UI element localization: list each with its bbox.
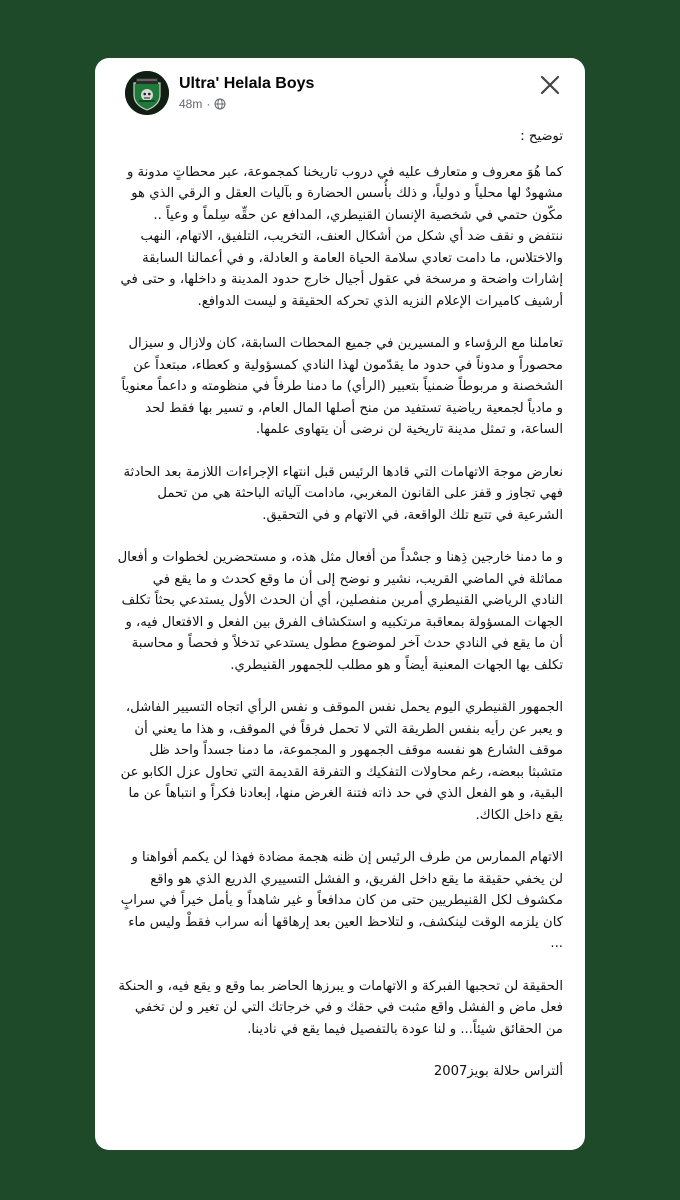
post-signature: ألتراس حلالة بويز2007 xyxy=(433,1064,563,1079)
post-paragraph: الجمهور القنيطري اليوم يحمل نفس الموقف و نفس الرأي اتجاه التسيير الفاشل، و يعبر عن رأيه بنفس الطريقة التي لا تحمل فرقاً في الموقف، و هذا ما يعني أن موقف الشارع هو نفسه موقف الجمهور و المجموعة، ما دمنا جسداً واحد ظل متشبثا ببعضه، رغم محاولات التفكيك و التفرقة القديمة التي تحاول عزل الكابو عن البقية، و هو الفعل الذي في حد ذاته فتنة الغرض منها، إبعادنا فكراً و انتباهاً عن ما يقع داخل الكاك. xyxy=(120,700,563,823)
post-paragraph: الحقيقة لن تحجبها الفبركة و الاتهامات و يبرزها الحاضر بما وقع و يقع فيه، و الحنكة فعل ماض و الفشل واقع مثبت في حقك و في خرجاتك التي لن تغير و لن تخفي من الحقائق شيئاً... و لنا عودة بالتفصيل فيما يقع في نادينا. xyxy=(118,978,563,1037)
post-heading: توضيح : xyxy=(520,129,563,144)
post-paragraph: تعاملنا مع الرؤساء و المسيرين في جميع المحطات السابقة، كان ولازال و سيزال محصوراً و مدوناً في حدود ما يقدّمون لهذا النادي كمسؤولية و كعطاء، مبتعداً عن الشخصنة و مربوطاً ضمنياً بتعبير (الرأي) ما دمنا طرفاً في منظومته و داعماً معنوياً و مادياً لجمعية رياضية تستفيد من منح أصلها المال العام، و تسير بها فقط لحد الساعة، و تمثل مدينة تاريخية لن نرضى أن يتهاوى علمها. xyxy=(121,336,563,437)
post-body xyxy=(117,126,563,1083)
page-name[interactable]: Ultra' Helala Boys xyxy=(179,75,315,92)
avatar[interactable] xyxy=(125,71,169,115)
post-card xyxy=(95,58,585,1150)
post-paragraph: و ما دمنا خارجين ذِهنا و جسْداً من أفعال مثل هذه، و مستحضرين لخطوات و أفعال مماثلة في الماضي القريب، نشير و نوضح إلى أن ما وقع كحدث و ما يقع في النادي الرياضي القنيطري أمرين منفصلين، أي أن الحدث الأول يستدعي بحثاً تكلف الجهات المسؤولة بمعاقبة مرتكبيه و استكشاف الفرق بين الفعل و الافتعال فيه، و أن ما يقع في النادي حدث آخر لموضوع مطول يستدعي تدخلاً و فحصاً و محاسبة تكلف بها الجهات المعنية أيضاً و هو مطلب للجمهور القنيطري. xyxy=(117,550,563,673)
post-timestamp[interactable]: 48m xyxy=(179,97,203,111)
close-button[interactable] xyxy=(537,72,563,98)
globe-icon xyxy=(214,98,226,110)
post-paragraph: نعارض موجة الاتهامات التي قادها الرئيس قبل انتهاء الإجراءات اللازمة بعد الحادثة فهي تجاوز و قفز على القانون المغربي، مادامت آلياته الباحثة هي من تحمل الشرعية في تتبع تلك الواقعة، في الاتهام و في التحقيق. xyxy=(123,464,563,523)
club-logo-icon xyxy=(125,71,169,115)
post-paragraph: كما هُوَ معروف و متعارف عليه في دروب تاريخنا كمجموعة، عبر محطاتٍ مدونة و مشهودٌ لها محلياً و دولياً، و ذلك بأُسس الحضارة و بآليات العقل و الرقي الذي هو مكّون حتمي في شخصية الإنسان القنيطري، المدافع عن حقِّه سِلماً و وعياً .. ننتفض و نقف ضد أي شكل من أشكال العنف، التخريب، التلفيق، الاتهام، النهب والاختلاس، ما دامت تعادي سلامة الحياة العامة و العادلة، و في أعمالنا السابقة إشارات واضحة و مرسخة في عقول أجيال خارج حدود المدينة و داخلها، و حتى في أرشيف كاميرات الإعلام النزيه الذي تحركه الحقيقة و ليست الدوافع. xyxy=(120,164,563,309)
post-header xyxy=(95,58,585,118)
close-icon xyxy=(537,72,563,98)
meta-separator: · xyxy=(206,97,211,111)
post-meta xyxy=(179,97,226,111)
post-paragraph: الاتهام الممارس من طرف الرئيس إن ظنه هجمة مضادة فهذا لن يكمم أفواهنا و لن يخفي حقيقة ما يقع داخل الفريق، و الفشل التسييري الدريع الذي هو واقع مكشوف لكل القنيطريين حتى من كان مدافعاً و غير شاهداً و يأمل خيراً في سرابٍ كان يلزمه الوقت لينكشف، و لتلاحظ العين بعد إرهاقها أنه سراب فقطْ وليس ماء ... xyxy=(120,850,563,951)
